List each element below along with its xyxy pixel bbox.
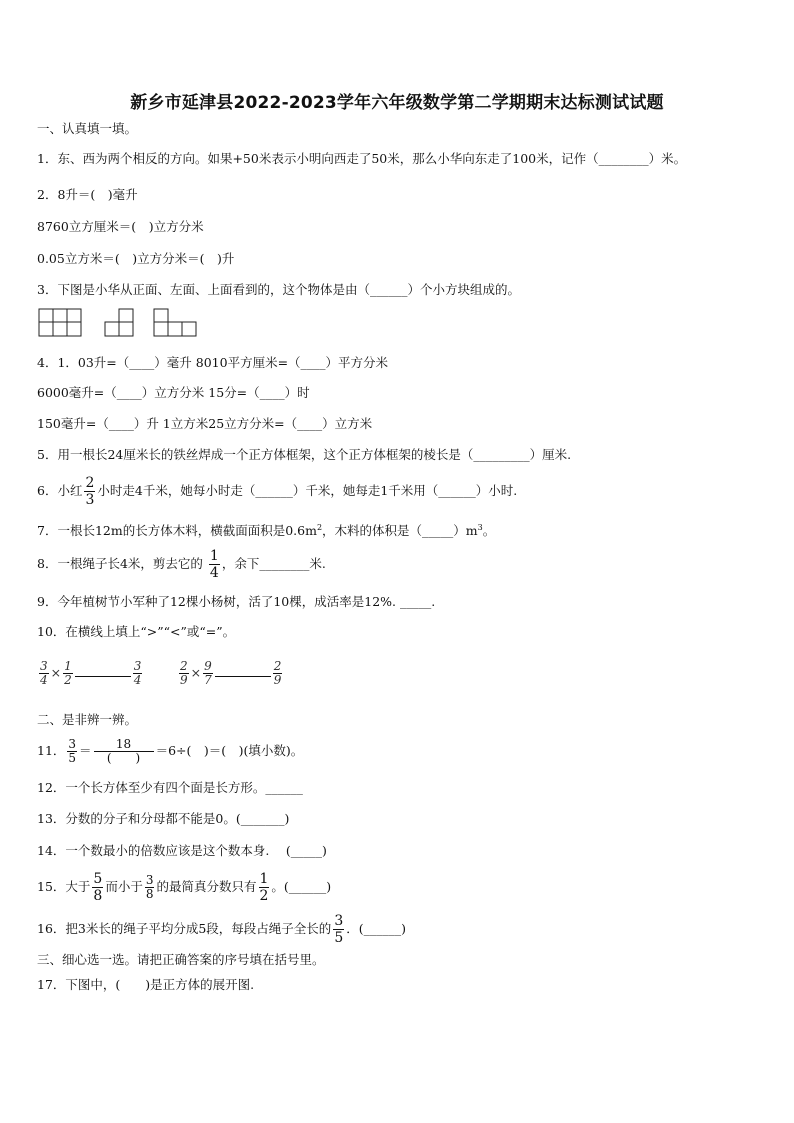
fraction-two-thirds [84, 475, 95, 508]
question-15-post: 。(______) [271, 879, 332, 894]
fraction-numerator: 3 [133, 659, 142, 673]
question-10: 10．在横线上填上“>”“<”或“=”。 [37, 624, 236, 639]
question-14: 14．一个数最小的倍数应该是这个数本身. (_____) [37, 843, 327, 858]
question-11 [37, 738, 303, 765]
fraction-denominator: ( ) [94, 751, 154, 765]
question-16-pre: 16．把3米长的绳子平均分成5段，每段占绳子全长的 [37, 921, 332, 936]
answer-blank[interactable] [75, 664, 131, 677]
question-5: 5．用一根长24厘米长的铁丝焊成一个正方体框架，这个正方体框架的棱长是（_________）厘米. [37, 447, 572, 462]
left-view-figure [105, 309, 133, 336]
fraction [203, 660, 213, 687]
question-15-mid2: 的最简真分数只有 [156, 879, 257, 894]
question-8-post: ，余下________米. [221, 556, 326, 571]
section-heading-fill: 一、认真填一填。 [37, 121, 138, 136]
equals-sign: ＝ [79, 743, 92, 758]
question-8-pre: 8．一根绳子长4米，剪去它的 [37, 556, 203, 571]
fraction-numerator: 9 [204, 659, 212, 673]
section-heading-choose: 三、细心选一选。请把正确答案的序号填在括号里。 [37, 952, 325, 967]
fraction-eighteen-over-blank [94, 738, 154, 765]
top-view-figure [154, 309, 196, 336]
fraction-numerator: 1 [259, 871, 269, 887]
question-8 [37, 548, 326, 581]
fraction [273, 660, 283, 687]
question-6 [37, 475, 517, 508]
question-7-mid: ，木料的体积是（_____）m [322, 523, 478, 539]
fraction-numerator: 1 [64, 659, 72, 673]
fraction-denominator: 2 [259, 888, 269, 904]
fraction-denominator: 7 [204, 673, 212, 687]
question-15-mid: 而小于 [105, 879, 143, 894]
fraction-five-eighths [92, 871, 103, 904]
fraction-denominator: 9 [273, 673, 282, 687]
three-view-figures [37, 305, 207, 345]
question-16-post: ．(______) [346, 921, 406, 936]
fraction-denominator: 9 [180, 673, 188, 687]
fraction [179, 660, 189, 687]
question-16 [37, 913, 406, 946]
question-13: 13．分数的分子和分母都不能是0。(_______) [37, 811, 290, 826]
question-11-post: ＝6÷( )＝( )(填小数)。 [155, 743, 304, 758]
question-1: 1．东、西为两个相反的方向。如果+50米表示小明向西走了50米，那么小华向东走了100米，记作（________）米。 [37, 151, 687, 166]
fraction-numerator: 3 [68, 737, 77, 751]
question-2-b: 8760立方厘米＝( )立方分米 [37, 219, 204, 234]
question-7-exp-3: 3 [477, 523, 483, 532]
question-7-post: 。 [482, 523, 496, 539]
question-7-pre: 7．一根长12m的长方体木料，横截面面积是0.6m [37, 523, 317, 539]
fraction-numerator: 3 [40, 659, 48, 673]
answer-blank[interactable] [215, 664, 271, 677]
question-3: 3．下图是小华从正面、左面、上面看到的，这个物体是由（______）个小方块组成的。 [37, 282, 520, 297]
times-sign: × [190, 665, 202, 680]
section-heading-judge: 二、是非辨一辨。 [37, 712, 138, 727]
fraction-denominator: 4 [209, 565, 219, 581]
question-15-pre: 15．大于 [37, 879, 91, 894]
question-12: 12．一个长方体至少有四个面是长方形。______ [37, 780, 303, 795]
question-6-post: 小时走4千米，她每小时走（______）千米，她每走1千米用（______）小时. [97, 483, 518, 498]
fraction-numerator: 18 [115, 737, 132, 751]
fraction-denominator: 3 [85, 492, 95, 508]
times-sign: × [50, 665, 62, 680]
question-6-pre: 6．小红 [37, 483, 83, 498]
question-7 [37, 519, 495, 540]
question-4-a: 4．1．03升=（____）毫升 8010平方厘米=（____）平方分米 [37, 355, 389, 370]
question-4-b: 6000毫升=（____）立方分米 15分=（____）时 [37, 385, 310, 400]
fraction-numerator: 2 [180, 659, 188, 673]
fraction-numerator: 1 [209, 548, 219, 564]
question-11-pre: 11． [37, 743, 66, 758]
question-2-c: 0.05立方米＝( )立方分米＝( )升 [37, 251, 235, 266]
fraction-denominator: 8 [145, 887, 154, 901]
question-2-a: 2．8升＝( )毫升 [37, 187, 138, 202]
fraction-one-half [259, 871, 270, 904]
page-title: 新乡市延津县2022-2023学年六年级数学第二学期期末达标测试试题 [130, 93, 664, 113]
fraction-three-fifths [333, 913, 344, 946]
fraction-numerator: 3 [334, 913, 344, 929]
question-10-expression-1 [37, 660, 144, 687]
fraction-denominator: 5 [68, 751, 77, 765]
question-15 [37, 871, 331, 904]
fraction [63, 660, 73, 687]
question-9: 9．今年植树节小军种了12棵小杨树，活了10棵，成活率是12%. _____. [37, 594, 436, 609]
fraction-denominator: 8 [93, 888, 103, 904]
question-10-expression-2 [177, 660, 284, 687]
fraction-three-eighths [145, 874, 155, 901]
front-view-figure [39, 309, 81, 336]
fraction [39, 660, 49, 687]
question-17: 17．下图中，( )是正方体的展开图. [37, 977, 255, 992]
fraction-denominator: 5 [334, 930, 344, 946]
fraction-denominator: 4 [40, 673, 48, 687]
fraction [133, 660, 143, 687]
fraction-three-fifths [67, 738, 77, 765]
fraction-one-quarter [209, 548, 220, 581]
fraction-numerator: 2 [85, 475, 95, 491]
fraction-denominator: 2 [64, 673, 72, 687]
fraction-numerator: 5 [93, 871, 103, 887]
fraction-denominator: 4 [133, 673, 142, 687]
fraction-numerator: 2 [273, 659, 282, 673]
fraction-numerator: 3 [145, 873, 154, 887]
question-4-c: 150毫升=（____）升 1立方米25立方分米=（____）立方米 [37, 416, 373, 431]
question-7-exp-2: 2 [316, 523, 323, 532]
